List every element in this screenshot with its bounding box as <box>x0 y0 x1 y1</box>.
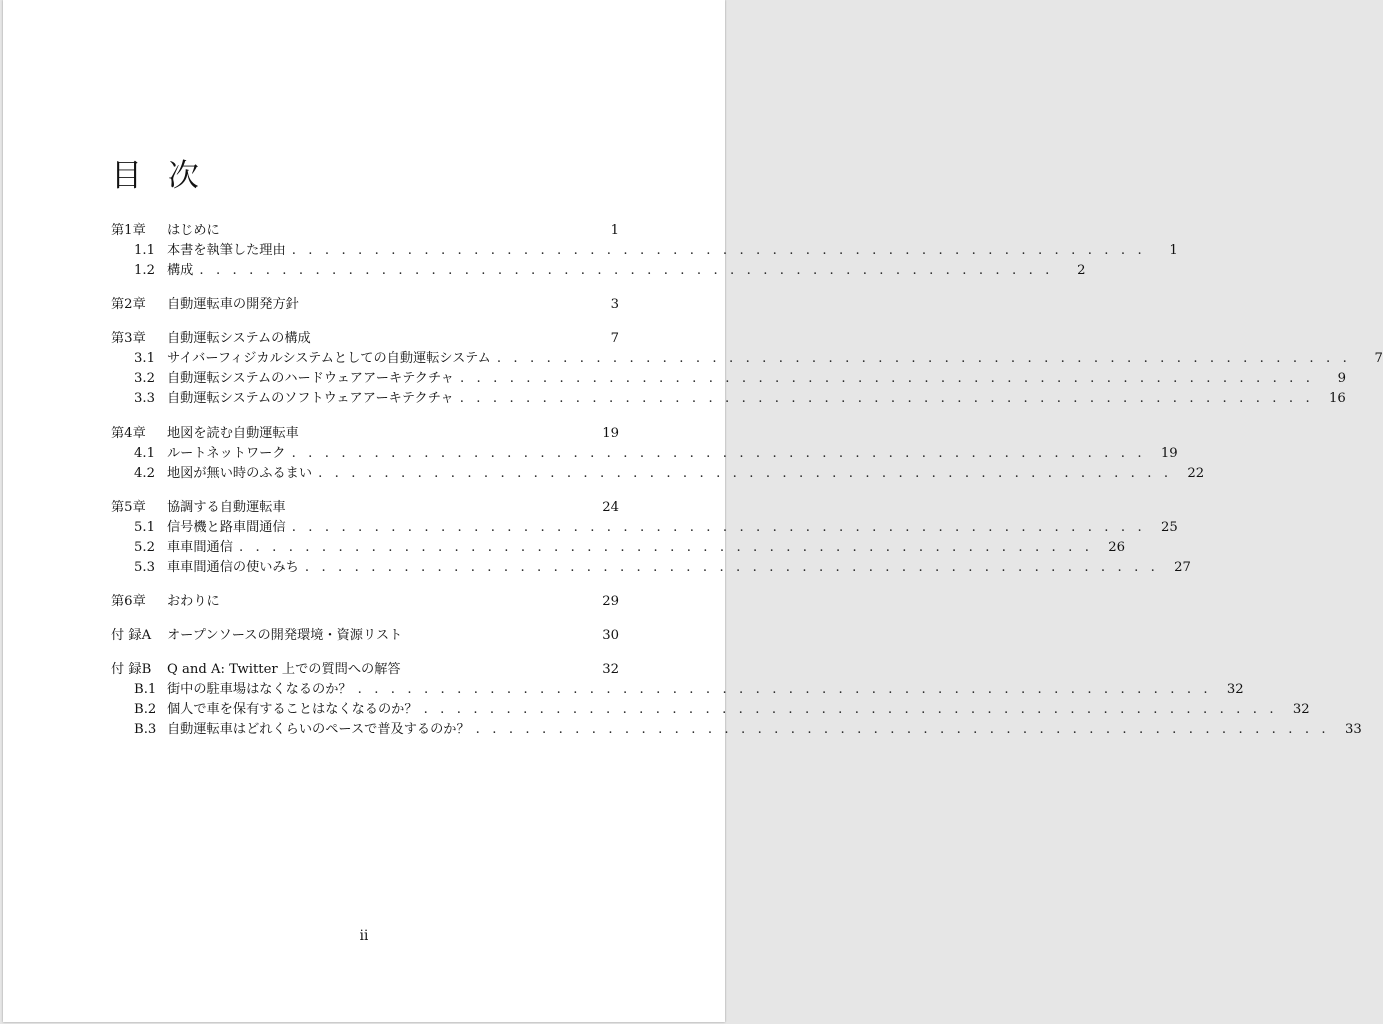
section-number: B.3 <box>134 722 157 737</box>
page-number: 7 <box>1374 351 1383 366</box>
dot-leader: . . . . . . . . . . . . . . . . . . . . . . . . . . . . . . . . . . . . . . . . . . . . . . . . . . . . <box>459 391 1314 406</box>
page-number: 32 <box>602 662 619 677</box>
toc-section-b-3[interactable] <box>134 718 1362 738</box>
section-title: 自動運転システムのハードウェアアーキテクチャ <box>167 371 454 386</box>
chapter-title: 地図を読む自動運転車 <box>167 426 299 441</box>
toc-section-4-2[interactable] <box>134 462 1205 482</box>
toc-section-b-2[interactable] <box>134 698 1310 718</box>
section-title: 信号機と路車間通信 <box>167 520 286 535</box>
page-number: 27 <box>1174 560 1191 575</box>
appendix-title: Q and A: Twitter 上での質問への解答 <box>167 662 401 677</box>
section-title: ルートネットワーク <box>167 446 286 461</box>
chapter-number: 第3章 <box>111 331 146 346</box>
toc-chapter-6[interactable] <box>111 590 619 610</box>
chapter-title: はじめに <box>167 223 220 238</box>
page-number: 1 <box>610 223 619 238</box>
dot-leader: . . . . . . . . . . . . . . . . . . . . . . . . . . . . . . . . . . . . . . . . . . . . . . . . . . . . <box>459 371 1315 386</box>
section-title: 個人で車を保有することはなくなるのか？ <box>167 702 418 717</box>
toc-section-5-2[interactable] <box>134 536 1126 556</box>
page-number: 9 <box>1337 371 1347 386</box>
dot-leader: . . . . . . . . . . . . . . . . . . . . . . . . . . . . . . . . . . . . . . . . . . . . . . . . . . . . <box>291 520 1146 535</box>
dot-leader: . . . . . . . . . . . . . . . . . . . . . . . . . . . . . . . . . . . . . . . . . . . . . . . . . . . . <box>238 540 1094 555</box>
section-title: サイバーフィジカルシステムとしての自動運転システム <box>167 351 491 366</box>
page-number: 19 <box>602 426 619 441</box>
appendix-number: 付 録B <box>111 662 152 677</box>
section-title: 構成 <box>167 263 194 278</box>
toc-appendix-a[interactable] <box>111 624 619 644</box>
section-number: 3.2 <box>134 371 155 386</box>
page-title: 目 次 <box>111 158 207 194</box>
dot-leader: . . . . . . . . . . . . . . . . . . . . . . . . . . . . . . . . . . . . . . . . . . . . . . . . . . . . <box>475 722 1330 737</box>
section-title: 車車間通信 <box>167 540 233 555</box>
toc-section-3-3[interactable] <box>134 387 1346 407</box>
toc-section-1-2[interactable] <box>134 259 1086 279</box>
dot-leader: . . . . . . . . . . . . . . . . . . . . . . . . . . . . . . . . . . . . . . . . . . . . . . . . . . . . <box>496 351 1351 366</box>
section-title: 自動運転システムのソフトウェアアーキテクチャ <box>167 391 454 406</box>
dot-leader: . . . . . . . . . . . . . . . . . . . . . . . . . . . . . . . . . . . . . . . . . . . . . . . . . . . . <box>291 446 1146 461</box>
page-number: 30 <box>602 628 619 643</box>
dot-leader: . . . . . . . . . . . . . . . . . . . . . . . . . . . . . . . . . . . . . . . . . . . . . . . . . . . . <box>291 243 1146 258</box>
chapter-title: おわりに <box>167 594 220 609</box>
chapter-number: 第2章 <box>111 297 146 312</box>
dot-leader: . . . . . . . . . . . . . . . . . . . . . . . . . . . . . . . . . . . . . . . . . . . . . . . . . . . . <box>357 682 1212 697</box>
appendix-number: 付 録A <box>111 628 152 643</box>
page-number: 19 <box>1160 446 1178 461</box>
page-number: 25 <box>1160 520 1178 535</box>
chapter-title: 自動運転システムの構成 <box>167 331 311 346</box>
section-number: 5.1 <box>134 520 155 535</box>
toc-chapter-5[interactable] <box>111 496 619 516</box>
section-number: 3.1 <box>134 351 155 366</box>
dot-leader: . . . . . . . . . . . . . . . . . . . . . . . . . . . . . . . . . . . . . . . . . . . . . . . . . . . . <box>423 702 1278 717</box>
toc-chapter-3[interactable] <box>111 327 619 347</box>
section-number: 4.1 <box>134 446 155 461</box>
toc-section-b-1[interactable] <box>134 678 1244 698</box>
chapter-title: 自動運転車の開発方針 <box>167 297 299 312</box>
section-title: 自動運転車はどれくらいのペースで普及するのか？ <box>167 722 470 737</box>
toc-section-1-1[interactable] <box>134 239 1178 259</box>
chapter-number: 第4章 <box>111 426 146 441</box>
page-number: 32 <box>1292 702 1310 717</box>
toc-section-5-1[interactable] <box>134 516 1178 536</box>
page-number: 16 <box>1329 391 1346 406</box>
toc-chapter-2[interactable] <box>111 293 619 313</box>
page-number: 32 <box>1226 682 1244 697</box>
page-number: 22 <box>1187 466 1205 481</box>
toc-appendix-b[interactable] <box>111 658 619 678</box>
page-number: 26 <box>1108 540 1126 555</box>
document-page <box>3 0 1383 1022</box>
section-title: 街中の駐車場はなくなるのか？ <box>167 682 352 697</box>
section-number: 3.3 <box>134 391 155 406</box>
page-number: 33 <box>1344 722 1362 737</box>
dot-leader: . . . . . . . . . . . . . . . . . . . . . . . . . . . . . . . . . . . . . . . . . . . . . . . . . . . . <box>304 560 1159 575</box>
section-number: B.1 <box>134 682 157 697</box>
chapter-number: 第1章 <box>111 223 146 238</box>
appendix-title: オープンソースの開発環境・資源リスト <box>167 628 403 643</box>
page-footer-number: ii <box>359 928 369 944</box>
page-number: 24 <box>602 500 619 515</box>
page-number: 2 <box>1077 263 1086 278</box>
section-title: 本書を執筆した理由 <box>167 243 286 258</box>
dot-leader: . . . . . . . . . . . . . . . . . . . . . . . . . . . . . . . . . . . . . . . . . . . . . . . . . . . . <box>199 263 1054 278</box>
chapter-number: 第6章 <box>111 594 146 609</box>
section-number: 5.2 <box>134 540 155 555</box>
section-number: B.2 <box>134 702 157 717</box>
toc-section-3-1[interactable] <box>134 347 1383 367</box>
toc-chapter-4[interactable] <box>111 422 619 442</box>
page-number: 3 <box>610 297 619 312</box>
page-number: 29 <box>602 594 619 609</box>
section-number: 4.2 <box>134 466 155 481</box>
toc-section-3-2[interactable] <box>134 367 1347 387</box>
dot-leader: . . . . . . . . . . . . . . . . . . . . . . . . . . . . . . . . . . . . . . . . . . . . . . . . . . . . <box>318 466 1173 481</box>
section-number: 1.2 <box>134 263 155 278</box>
toc-section-4-1[interactable] <box>134 442 1178 462</box>
page-number: 7 <box>610 331 619 346</box>
toc-chapter-1[interactable] <box>111 219 619 239</box>
chapter-title: 協調する自動運転車 <box>167 500 286 515</box>
page-number: 1 <box>1169 243 1178 258</box>
section-title: 車車間通信の使いみち <box>167 560 299 575</box>
toc-section-5-3[interactable] <box>134 556 1191 576</box>
section-title: 地図が無い時のふるまい <box>167 466 313 481</box>
section-number: 5.3 <box>134 560 155 575</box>
section-number: 1.1 <box>134 243 155 258</box>
chapter-number: 第5章 <box>111 500 146 515</box>
